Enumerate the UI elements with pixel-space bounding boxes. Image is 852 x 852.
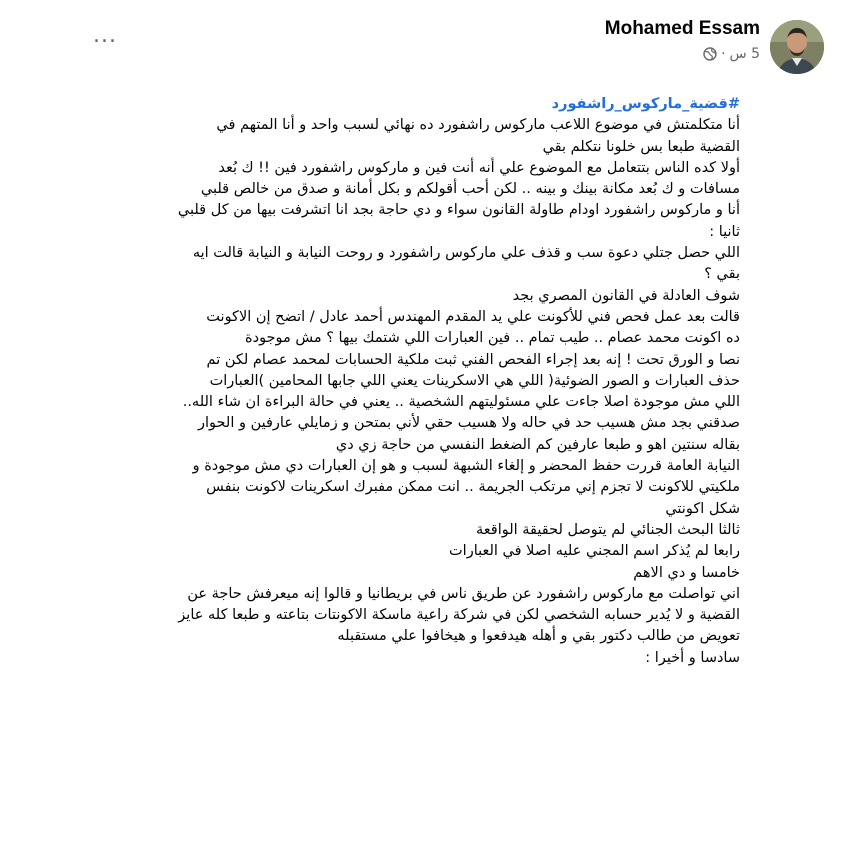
post-line: أنا متكلمتش في موضوع اللاعب ماركوس راشفورد ده نهائي لسبب واحد و أنا المتهم في [216,117,740,134]
post-line: نصا و الورق تحت ! إنه بعد إجراء الفحص الفني ثبت ملكية الحسابات لمحمد عصام لكن تم [206,351,740,368]
globe-icon [703,47,717,61]
post-line: ده اكونت محمد عصام .. طيب تمام .. فين العبارات اللي شتمك بيها ؟ مش موجودة [245,330,740,347]
post-line: رابعا لم يُذكر اسم المجني عليه اصلا في العبارات [449,543,740,560]
post-time[interactable]: 5 س [729,46,760,62]
post-line: تعويض من طالب دكتور بقي و أهله هيدفعوا و هيخافوا علي مستقبله [337,628,740,645]
post-line: القضية طبعا بس خلونا نتكلم بقي [542,138,740,155]
author-name[interactable]: Mohamed Essam [604,18,760,39]
post-meta [703,44,760,64]
post-line: ثانيا : [709,223,740,240]
post-line: النيابة العامة قررت حفظ المحضر و إلغاء الشبهة لسبب و هو إن العبارات دي مش موجودة و [192,458,740,475]
post-line: سادسا و أخيرا : [645,649,740,666]
post-line: اللي حصل جتلي دعوة سب و قذف علي ماركوس راشفورد و روحت النيابة و النيابة قالت ايه [192,245,740,262]
post-line: بقي ؟ [704,266,740,283]
post-line: ثالثا البحث الجنائي لم يتوصل لحقيقة الواقعة [476,521,740,538]
post-line: بقاله سنتين اهو و طبعا عارفين كم الضغط النفسي من حاجة زي دي [335,436,740,453]
post-line: صدقني بجد مش هسيب حد في حاله ولا هسيب حقي لأني بمتحن و زمايلي عارفين و الحوار [198,415,740,432]
post-hashtag[interactable]: #قضية_ماركوس_راشفورد [551,96,740,112]
more-options-icon[interactable]: ... [93,23,117,48]
post-line: اني تواصلت مع ماركوس راشفورد عن طريق ناس في بريطانيا و قالوا إنه ميعرفش حاجة عن [187,585,740,602]
post-line: مسافات و ك بُعد مكانة بينك و بينه .. لكن أحب أقولكم و بكل أمانة و صدق من خالص قلبي [200,181,740,198]
post-line: حذف العبارات و الصور الضوئية( اللي هي الاسكرينات يعني اللي جابها المحامين )العبارات [209,372,740,389]
post-line: أولا كده الناس بتتعامل مع الموضوع علي أنه أنت فين و ماركوس راشفورد فين !! ك بُعد [218,159,740,176]
post-header [0,0,852,92]
avatar-image [770,20,824,74]
post-line: شكل اكونتي [665,500,740,517]
post-body [96,94,740,669]
post-line: اللي مش موجودة اصلا جاءت علي مسئوليتهم الشخصية .. يعني في حالة البراءة ان شاء الله.. [182,394,740,411]
post-line: شوف العادلة في القانون المصري بجد [512,287,740,304]
post-line: أنا و ماركوس راشفورد اودام طاولة القانون سواء و دي حاجة بجد انا اتشرفت بيها من كل قلبي [177,202,740,219]
profile-avatar[interactable] [770,20,824,74]
post-line: ملكيتي للاكونت لا تجزم إني مرتكب الجريمة .. انت ممكن مفبرك اسكرينات لاكونت بنفس [206,479,740,496]
post-line: خامسا و دي الاهم [633,564,740,581]
post-line: قالت بعد عمل فحص فني للأكونت علي يد المقدم المهندس أحمد عادل / اتضح إن الاكونت [206,308,740,325]
post-line: القضية و لا يُدير حسابه الشخصي لكن في شركة راعية ماسكة الاكونتات بتاعته و طبعا كله عايز [178,607,740,624]
post-separator: · [721,46,726,62]
